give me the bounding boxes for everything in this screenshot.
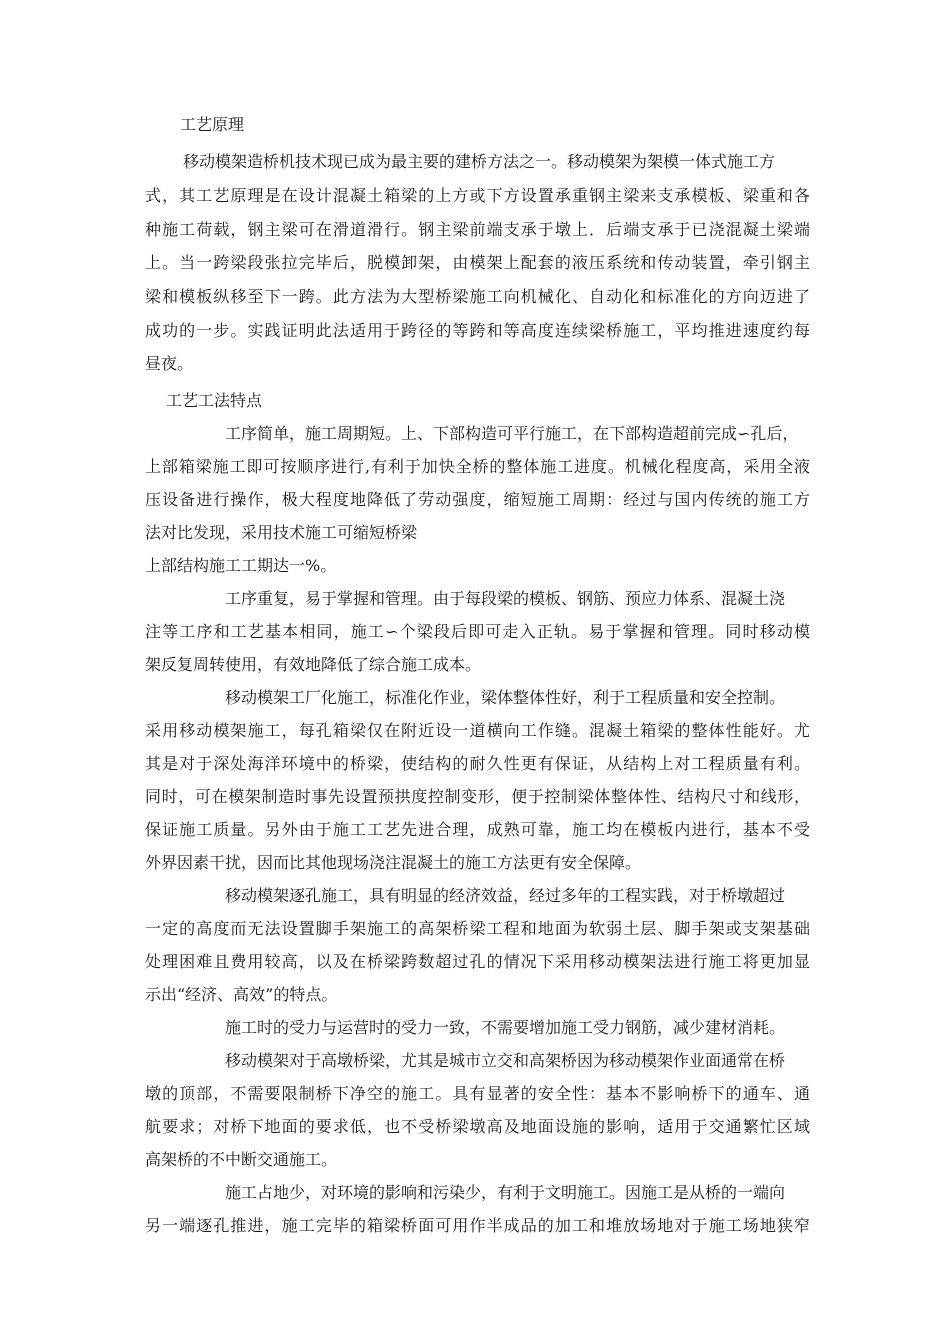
paragraph-line: 墩的顶部，不需要限制桥下净空的施工。具有显著的安全性：基本不影响桥下的通车、通 xyxy=(145,1084,810,1103)
paragraph-line: 移动模架逐孔施工，具有明显的经济效益，经过多年的工程实践，对于桥墩超过 xyxy=(225,886,786,905)
paragraph-line: 式，其工艺原理是在设计混凝土箱梁的上方或下方设置承重钢主梁来支承模板、梁重和各 xyxy=(145,186,810,205)
paragraph-line: 压设备进行操作，极大程度地降低了劳动强度，缩短施工周期：经过与国内传统的施工方 xyxy=(145,490,810,509)
paragraph-line: 昼夜。 xyxy=(145,354,194,373)
paragraph-line: 移动模架造桥机技术现已成为最主要的建桥方法之一。移动模架为架模一体式施工方 xyxy=(183,152,776,171)
section-heading-features: 工艺工法特点 xyxy=(166,391,263,410)
paragraph-line: 保证施工质量。另外由于施工工艺先进合理，成熟可靠，施工均在模板内进行，基本不受 xyxy=(145,820,810,839)
paragraph-line: 施工占地少，对环境的影响和污染少，有利于文明施工。因施工是从桥的一端向 xyxy=(225,1183,786,1202)
section-heading-principle: 工艺原理 xyxy=(180,115,245,134)
paragraph-line: 另一端逐孔推进，施工完毕的箱梁桥面可用作半成品的加工和堆放场地对于施工场地狭窄 xyxy=(145,1216,810,1235)
paragraph-line: 上部结构施工工期达一%。 xyxy=(145,556,337,575)
paragraph-line: 架反复周转使用，有效地降低了综合施工成本。 xyxy=(145,655,482,674)
paragraph-line: 示出“经济、高效”的特点。 xyxy=(145,985,338,1004)
paragraph-line: 处理困难且费用较高，以及在桥梁跨数超过孔的情况下采用移动模架法进行施工将更加显 xyxy=(145,952,810,971)
paragraph-line: 工序简单，施工周期短。上、下部构造可平行施工，在下部构造超前完成∽孔后， xyxy=(225,424,799,443)
paragraph-line: 航要求；对桥下地面的要求低，也不受桥梁墩高及地面设施的影响，适用于交通繁忙区域 xyxy=(145,1117,810,1136)
paragraph-line: 梁和模板纵移至下一跨。此方法为大型桥梁施工向机械化、自动化和标准化的方向迈进了 xyxy=(145,287,810,306)
paragraph-line: 移动模架工厂化施工，标准化作业，梁体整体性好，利于工程质量和安全控制。 xyxy=(225,688,786,707)
paragraph-line: 注等工序和工艺基本相同，施工∽个梁段后即可走入正轨。易于掌握和管理。同时移动模 xyxy=(145,622,810,641)
paragraph-line: 上。当一跨梁段张拉完毕后，脱模卸架，由模架上配套的液压系统和传动装置，牵引钢主 xyxy=(145,253,810,272)
paragraph-line: 其是对于深处海洋环境中的桥梁，使结构的耐久性更有保证，从结构上对工程质量有利。 xyxy=(145,754,810,773)
paragraph-line: 种施工荷载，钢主梁可在滑道滑行。钢主梁前端支承于墩上．后端支承于已浇混凝土梁端 xyxy=(145,220,810,239)
paragraph-line: 工序重复，易于掌握和管理。由于每段梁的模板、钢筋、预应力体系、混凝土浇 xyxy=(225,589,786,608)
paragraph-line: 一定的高度而无法设置脚手架施工的高架桥梁工程和地面为软弱土层、脚手架或支架基础 xyxy=(145,919,810,938)
paragraph-line: 同时，可在模架制造时事先设置预拱度控制变形，便于控制梁体整体性、结构尺寸和线形， xyxy=(145,787,810,806)
paragraph-line: 高架桥的不中断交通施工。 xyxy=(145,1150,338,1169)
paragraph-line: 采用移动模架施工，每孔箱梁仅在附近设一道横向工作缝。混凝土箱梁的整体性能好。尤 xyxy=(145,721,810,740)
paragraph-line: 上部箱梁施工即可按顺序进行,有利于加快全桥的整体施工进度。机械化程度高，采用全液 xyxy=(145,457,810,476)
paragraph-line: 成功的一步。实践证明此法适用于跨径的等跨和等高度连续梁桥施工，平均推进速度约每 xyxy=(145,321,810,340)
paragraph-line: 移动模架对于高墩桥梁，尤其是城市立交和高架桥因为移动模架作业面通常在桥 xyxy=(225,1051,786,1070)
paragraph-line: 外界因素干扰，因而比其他现场浇注混凝土的施工方法更有安全保障。 xyxy=(145,853,642,872)
paragraph-line: 法对比发现，采用技术施工可缩短桥梁 xyxy=(145,523,418,542)
paragraph-line: 施工时的受力与运营时的受力一致，不需要增加施工受力钢筋，减少建材消耗。 xyxy=(225,1018,786,1037)
